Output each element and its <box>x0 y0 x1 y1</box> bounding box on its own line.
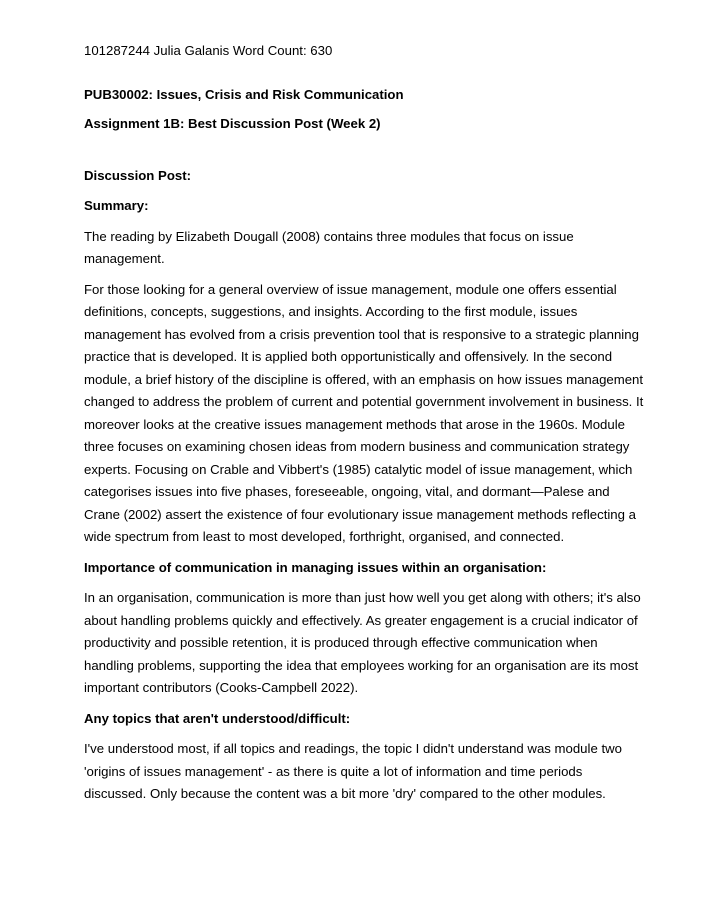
assignment-title: Assignment 1B: Best Discussion Post (Week 2) <box>84 116 381 131</box>
summary-paragraph-1: The reading by Elizabeth Dougall (2008) contains three modules that focus on issue management. <box>84 228 574 266</box>
topics-heading: Any topics that aren't understood/difficult: <box>84 710 351 726</box>
importance-heading: Importance of communication in managing issues within an organisation: <box>84 559 547 575</box>
summary-paragraph-2: For those looking for a general overview of issue management, module one offers essential definitions, concepts, suggestions, and insights. According to the first module, issues management has evolved from a crisis prevention tool that is responsive to a strategic planning practice that is developed. It is applied both opportunistically and offensively. In the second module, a brief history of the discipline is offered, with an emphasis on how issues management changed to address the problem of current and potential government involvement in business. It moreover looks at the creative issues management methods that arose in the 1960s. Module three focuses on examining chosen ideas from modern business and communication strategy experts. Focusing on Crable and Vibbert's (1985) catalytic model of issue management, which categorises issues into five phases, foreseeable, ongoing, vital, and dormant—Palese and Crane (2002) assert the existence of four evolutionary issue management methods reflecting a wide spectrum from least to most developed, forthright, organised, and connected. <box>84 281 644 544</box>
summary-heading: Summary: <box>84 198 149 213</box>
document-page <box>84 40 644 814</box>
importance-paragraph: In an organisation, communication is more than just how well you get along with others; it's also about handling problems quickly and effectively. As greater engagement is a crucial indicator of productivity and possible retention, it is produced through effective communication when handling problems, supporting the idea that employees working for an organisation are its most important contributors (Cooks-Campbell 2022). <box>84 590 641 695</box>
document-header: 101287244 Julia Galanis Word Count: 630 <box>84 43 333 58</box>
discussion-heading: Discussion Post: <box>84 167 191 183</box>
topics-paragraph: I've understood most, if all topics and readings, the topic I didn't understand was module two 'origins of issues management' - as there is quite a lot of information and time periods discussed. Only because the content was a bit more 'dry' compared to the other modules. <box>84 741 622 801</box>
course-title: PUB30002: Issues, Crisis and Risk Communication <box>84 86 404 102</box>
